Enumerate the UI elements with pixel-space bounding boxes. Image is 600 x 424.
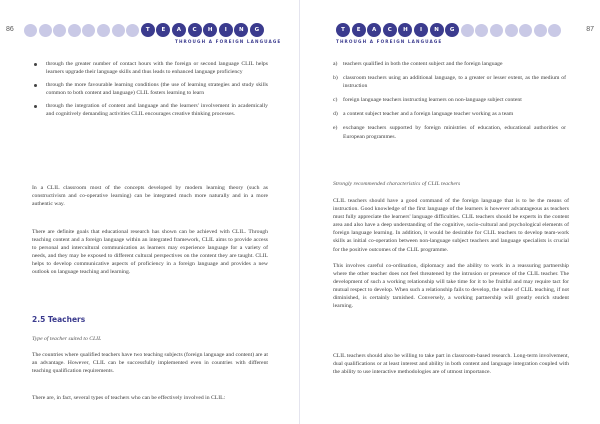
header-dot [53, 24, 66, 37]
header-dots-left [24, 23, 266, 37]
header-dot [68, 24, 81, 37]
header-letter-dot: G [445, 23, 459, 37]
header-dot [548, 24, 561, 37]
paragraph: CLIL teachers should also be willing to take part in classroom-based research. Long-term involvement, dual qualifications or at least interest and ability in both content and language integration coupled with the ability to use interactive methodologies are of utmost importance. [333, 353, 569, 376]
paragraph: CLIL teachers should have a good command of the foreign language that is to be the means of instruction. Good knowledge of the first language of the learners is however advantageous as teachers must fully appreciate the learners' language difficulties. CLIL teachers should be experts in the content area and also have a deep understanding of the cognitive, socio-cultural and psychological elements of foreign language learning. In addition, it would be desirable for CLIL teachers to develop team-work skills as initial co-operation between non-language subject teachers and language specialists is crucial for the positive outcomes of the CLIL programme. [333, 198, 569, 253]
bullet-icon [34, 105, 37, 108]
header-letter-dot: A [172, 23, 186, 37]
header-letter-dot: E [156, 23, 170, 37]
bullet-icon [34, 84, 37, 87]
list-item-text: through the greater number of contact hours with the foreign or second language CLIL helps learners upgrade their language skills and thus leads to enhanced language proficiency [46, 61, 268, 76]
header-dot [97, 24, 110, 37]
paragraph: There are definite goals that educational research has shown can be achieved with CLIL. Through teaching content and a foreign language within an integrated framework, CLIL aims to provide access to personal and intercultural communication as learners may experience language for a variety of needs, and they may be exposed to different cultural perspectives on the content they are taught. CLIL helps to develop communicative aspects of proficiency in a foreign language and provides a new outlook on language teaching and learning. [32, 229, 268, 276]
bullet-icon [34, 63, 37, 66]
list-item [333, 60, 566, 68]
subheading: Strongly recommended characteristics of CLIL teachers [333, 181, 461, 187]
header-letter-dot: H [398, 23, 412, 37]
section-heading: 2.5 Teachers [32, 315, 86, 324]
header-dot [39, 24, 52, 37]
header-letter-dot: E [352, 23, 366, 37]
header-dot [126, 24, 139, 37]
header-subtitle: THROUGH A FOREIGN LANGUAGE [175, 39, 282, 44]
paragraph: There are, in fact, several types of teachers who can be effectively involved in CLIL: [32, 395, 226, 401]
header-letter-dot: I [414, 23, 428, 37]
header-letter-dot: H [203, 23, 217, 37]
header-letter-dot: T [336, 23, 350, 37]
header-letter-dot: A [367, 23, 381, 37]
header-dot [475, 24, 488, 37]
list-item [333, 124, 566, 140]
list-item [333, 96, 566, 104]
header-letter-dot: G [250, 23, 264, 37]
list-item-label: b) [333, 75, 338, 82]
header-letter-dot: I [219, 23, 233, 37]
list-item-label: a) [333, 61, 338, 67]
teacher-type-list [333, 60, 566, 141]
header-dot [461, 24, 474, 37]
header-letter-dot: N [430, 23, 444, 37]
subheading: Type of teacher suited to CLIL [32, 336, 102, 342]
list-item [333, 74, 566, 90]
header-letter-dot: T [141, 23, 155, 37]
list-item [46, 81, 268, 97]
list-item-text: classroom teachers using an additional language, to a greater or lesser extent, as the medium of instruction [343, 75, 566, 90]
bullet-list [46, 60, 268, 119]
header-letter-dot: C [188, 23, 202, 37]
list-item-label: d) [333, 111, 338, 118]
list-item-text: teachers qualified in both the content subject and the foreign language [343, 61, 503, 67]
list-item [333, 110, 566, 118]
header-dot [24, 24, 37, 37]
list-item-text: through the more favourable learning conditions (the use of learning strategies and study skills common to both content and language) CLIL fosters learning to learn [46, 82, 268, 97]
header-dot [519, 24, 532, 37]
list-item-text: a content subject teacher and a foreign language teacher working as a team [343, 111, 514, 118]
header-dot [112, 24, 125, 37]
header-dots-right [336, 23, 563, 37]
header-subtitle: THROUGH A FOREIGN LANGUAGE [336, 39, 443, 44]
list-item-label: e) [333, 125, 338, 132]
paragraph: The countries where qualified teachers have two teaching subjects (foreign language and content) are at an advantage. However, CLIL can be successfully implemented even in countries with different teaching qualification requirements. [32, 352, 268, 375]
header-dot [505, 24, 518, 37]
list-item-label: c) [333, 97, 338, 104]
list-item-text: exchange teachers supported by foreign ministries of education, educational authorities or European programmes. [343, 125, 566, 140]
page-number: 86 [6, 26, 14, 33]
header-dot [490, 24, 503, 37]
paragraph: In a CLIL classroom most of the concepts developed by modern learning theory (such as constructivism and co-operative learning) can be integrated much more naturally and in a more authentic way. [32, 185, 268, 208]
header-dot [82, 24, 95, 37]
list-item-text: through the integration of content and language and the learners' involvement in academically and cognitively demanding activities CLIL encourages creative thinking processes. [46, 103, 268, 118]
list-item [46, 102, 268, 118]
list-item [46, 60, 268, 76]
paragraph: This involves careful co-ordination, diplomacy and the ability to work in a reassuring partnership where the other teacher does not feel threatened by the intrusion or presence of the CLIL teacher. The development of such a working relationship will take time for it to be fruitful and may require tact for mutual respect to develop. When such a relationship fails to develop, the value of CLIL teaching, if not diminished, is certainly tarnished. Conversely, a working partnership will greatly enrich student learning. [333, 263, 569, 310]
header-letter-dot: C [383, 23, 397, 37]
header-dot [534, 24, 547, 37]
list-item-text: foreign language teachers instructing learners on non-language subject content [343, 97, 522, 104]
header-letter-dot: N [234, 23, 248, 37]
page-number: 87 [586, 26, 594, 33]
